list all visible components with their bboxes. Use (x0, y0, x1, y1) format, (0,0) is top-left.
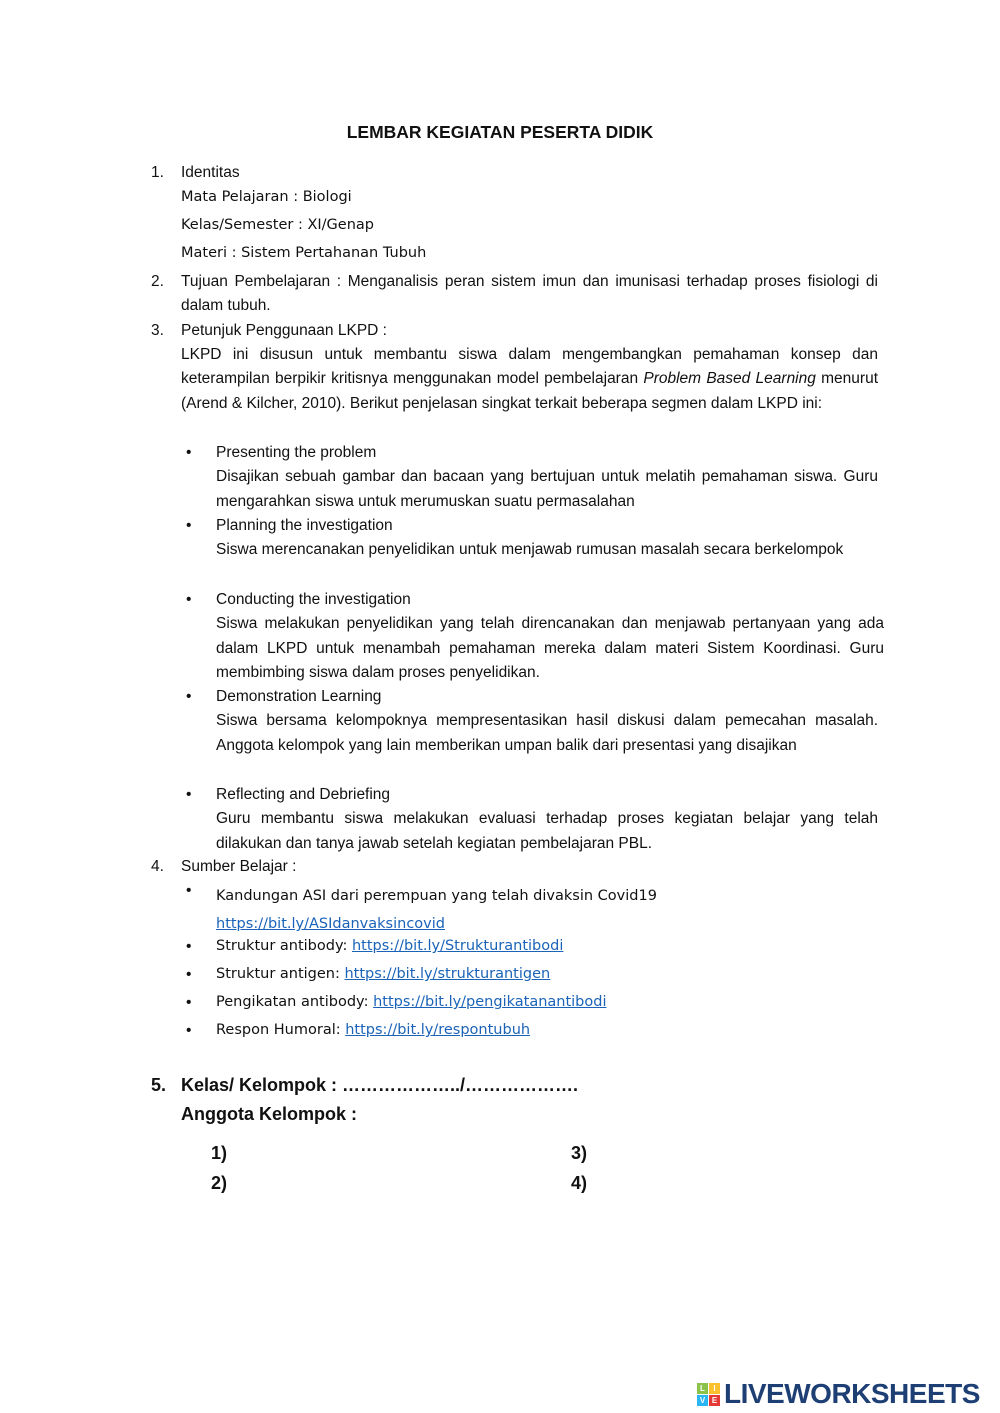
intro-emphasis: Problem Based Learning (643, 370, 816, 388)
source-link[interactable]: https://bit.ly/strukturantigen (344, 966, 551, 982)
section-number: 2. (151, 273, 164, 290)
bullet: • (186, 591, 192, 608)
bullet: • (186, 688, 192, 705)
member-4: 4) (571, 1173, 588, 1193)
member-3: 3) (571, 1143, 588, 1163)
petunjuk-intro (181, 343, 878, 416)
logo-letter: L (697, 1383, 708, 1394)
page-title: LEMBAR KEGIATAN PESERTA DIDIK (346, 122, 654, 142)
logo-letter: V (697, 1395, 708, 1406)
source-item (216, 994, 878, 1010)
segment-description: Siswa merencanakan penyelidikan untuk menjawab rumusan masalah secara berkelompok (216, 541, 844, 559)
logo-letter: I (709, 1383, 720, 1394)
member-2: 2) (211, 1173, 228, 1193)
segment-heading: Reflecting and Debriefing (216, 786, 391, 803)
source-link[interactable]: https://bit.ly/Strukturantibodi (351, 938, 564, 954)
segment-description: Siswa bersama kelompoknya mempresentasikan hasil diskusi dalam pemecahan masalah. Anggota kelompok yang lain memberikan umpan balik dari presentasi yang disajikan (216, 712, 878, 754)
source-text: Pengikatan antibody: (216, 994, 374, 1010)
sumber-label: Sumber Belajar : (181, 858, 297, 875)
materi: Materi : Sistem Pertahanan Tubuh (181, 245, 427, 261)
section-number: 3. (151, 322, 164, 339)
segment-item (216, 441, 878, 514)
bullet: • (186, 882, 192, 899)
kelas-kelompok-field[interactable]: Kelas/ Kelompok : ………………../………………. (181, 1075, 579, 1095)
bullet: • (186, 444, 192, 461)
source-item (216, 938, 878, 954)
tujuan-pembelajaran: Tujuan Pembelajaran : Menganalisis peran sistem imun dan imunisasi terhadap proses fisiologi di dalam tubuh. (181, 273, 878, 315)
source-item (216, 882, 878, 938)
section-number: 5. (151, 1075, 167, 1095)
anggota-label: Anggota Kelompok : (181, 1104, 357, 1124)
bullet: • (186, 1022, 192, 1039)
source-text: Struktur antibody: (216, 938, 352, 954)
segment-description: Guru membantu siswa melakukan evaluasi terhadap proses kegiatan belajar yang telah dilakukan dan tanya jawab setelah kegiatan pembelajaran PBL. (216, 810, 878, 852)
source-text: Struktur antigen: (216, 966, 345, 982)
bullet: • (186, 966, 192, 983)
bullet: • (186, 517, 192, 534)
logo-icon (697, 1383, 720, 1406)
segment-heading: Conducting the investigation (216, 591, 411, 608)
mata-pelajaran: Mata Pelajaran : Biologi (181, 189, 352, 205)
section-number: 1. (151, 164, 164, 181)
segment-description: Siswa melakukan penyelidikan yang telah direncanakan dan menjawab pertanyaan yang ada dalam LKPD untuk menambah pemahaman mereka dalam materi Sistem Koordinasi. Guru membimbing siswa dalam proses penyelidikan. (216, 615, 884, 682)
source-text: Kandungan ASI dari perempuan yang telah divaksin Covid19 (216, 888, 657, 904)
source-link[interactable]: https://bit.ly/ASIdanvaksincovid (216, 916, 445, 932)
source-text: Respon Humoral: (216, 1022, 346, 1038)
source-item (216, 1022, 878, 1038)
segment-description: Disajikan sebuah gambar dan bacaan yang bertujuan untuk melatih pemahaman siswa. Guru mengarahkan siswa untuk merumuskan suatu permasalahan (216, 468, 878, 510)
segment-heading: Presenting the problem (216, 444, 377, 461)
segment-item (216, 783, 878, 856)
segment-heading: Planning the investigation (216, 517, 393, 534)
identitas-label: Identitas (181, 164, 240, 181)
segment-heading: Demonstration Learning (216, 688, 382, 705)
section-number: 4. (151, 858, 164, 875)
kelas-semester: Kelas/Semester : XI/Genap (181, 217, 374, 233)
source-item (216, 966, 878, 982)
segment-item (216, 588, 884, 686)
petunjuk-label: Petunjuk Penggunaan LKPD : (181, 322, 387, 339)
source-link[interactable]: https://bit.ly/respontubuh (345, 1022, 531, 1038)
intro-text: menurut (Arend & Kilcher, 2010). Berikut penjelasan singkat terkait beberapa segmen dalam LKPD ini: (181, 370, 878, 412)
bullet: • (186, 938, 192, 955)
segment-item (216, 685, 878, 758)
logo-letter: E (709, 1395, 720, 1406)
liveworksheets-logo (697, 1378, 980, 1410)
bullet: • (186, 786, 192, 803)
bullet: • (186, 994, 192, 1011)
segment-item (216, 514, 878, 563)
member-1: 1) (211, 1143, 228, 1163)
logo-text: LIVEWORKSHEETS (724, 1378, 980, 1409)
intro-text: LKPD ini disusun untuk membantu siswa dalam mengembangkan pemahaman konsep dan keterampilan berpikir kritisnya menggunakan model pembelajaran (181, 346, 878, 388)
source-link[interactable]: https://bit.ly/pengikatanantibodi (373, 994, 607, 1010)
